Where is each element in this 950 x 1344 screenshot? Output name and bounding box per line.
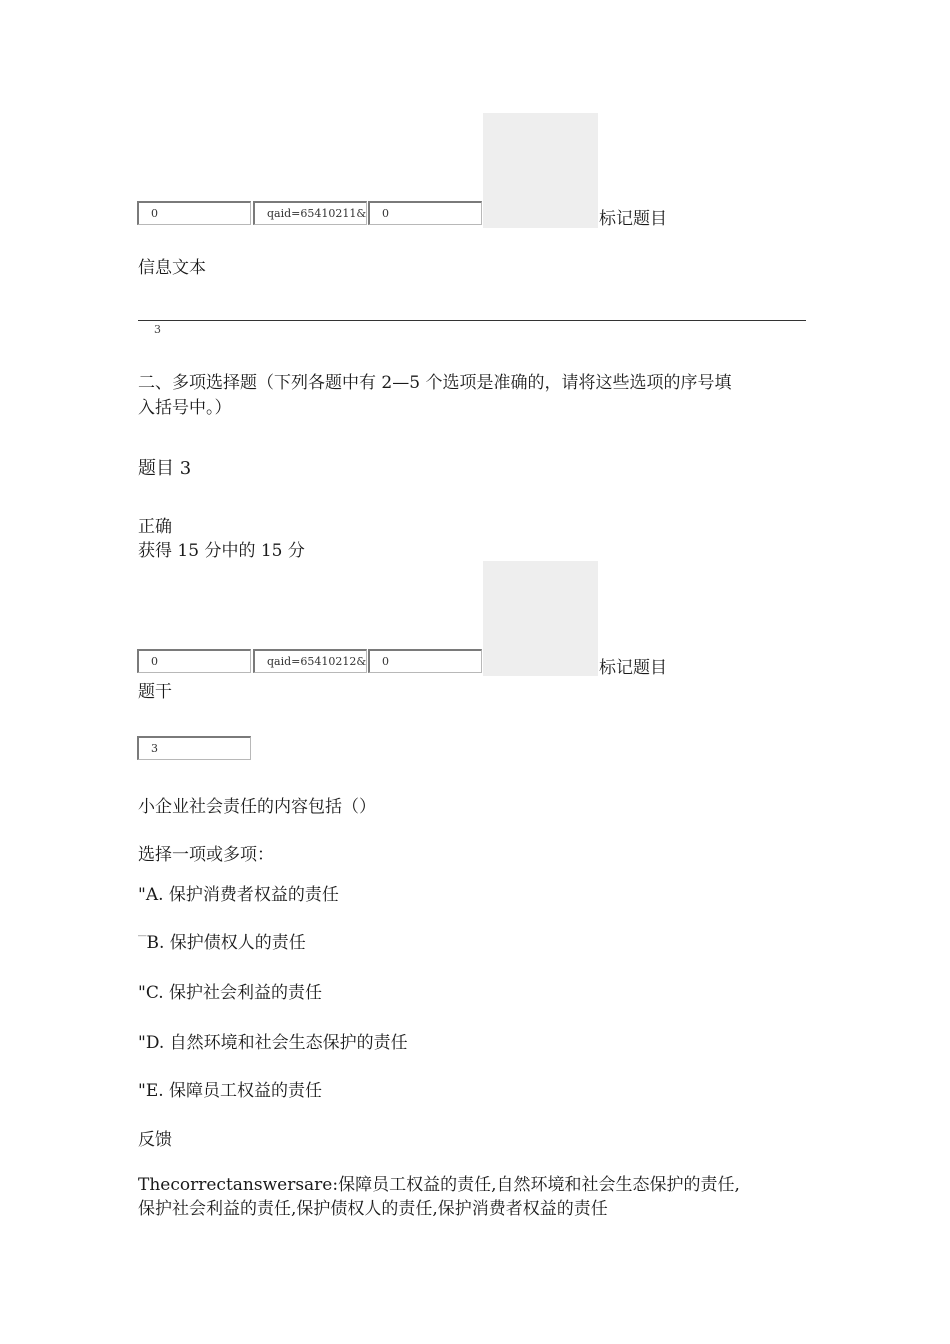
qaid-field[interactable]: qaid=65410212& [253, 649, 367, 673]
stem-label: 题干 [138, 682, 172, 702]
option-label: A. 保护消费者权益的责任 [145, 885, 339, 905]
section-heading-line1: 二、多项选择题（下列各题中有 2—5 个选项是准确的，请将这些选项的序号填 [138, 373, 732, 393]
option-label: C. 保护社会利益的责任 [145, 983, 323, 1003]
info-text-label: 信息文本 [138, 258, 206, 278]
question-title: 题目 3 [138, 458, 192, 479]
hidden-field-2[interactable]: 0 [368, 649, 482, 673]
flag-question-label[interactable]: 标记题目 [599, 658, 667, 678]
hidden-field-1[interactable]: 0 [137, 649, 251, 673]
checkbox-marker[interactable]: " [138, 1033, 146, 1053]
option-e[interactable] [138, 1079, 322, 1103]
divider [138, 320, 806, 321]
feedback-text-line1: Thecorrectanswersare:保障员工权益的责任,自然环境和社会生态保护的责任, [138, 1175, 740, 1195]
checkbox-marker[interactable]: " [138, 885, 146, 905]
question-number-field[interactable]: 3 [137, 736, 251, 760]
feedback-label: 反馈 [138, 1130, 172, 1150]
checkbox-marker[interactable]: " [138, 1081, 146, 1101]
question-score: 获得 15 分中的 15 分 [138, 541, 305, 561]
option-label: D. 自然环境和社会生态保护的责任 [145, 1033, 408, 1053]
option-a[interactable] [138, 883, 339, 907]
section-heading-line2: 入括号中。） [138, 398, 232, 418]
option-label: B. 保护债权人的责任 [146, 933, 306, 953]
option-d[interactable] [138, 1031, 408, 1055]
option-b[interactable] [138, 931, 306, 955]
select-prompt: 选择一项或多项： [138, 845, 274, 865]
option-label: E. 保障员工权益的责任 [145, 1081, 323, 1101]
checkbox-marker[interactable]: " [138, 983, 146, 1003]
checkbox-marker[interactable]: ‾ [138, 933, 147, 953]
small-number: 3 [154, 323, 161, 336]
option-c[interactable] [138, 981, 322, 1005]
hidden-field-2[interactable]: 0 [368, 201, 482, 225]
hidden-field-1[interactable]: 0 [137, 201, 251, 225]
question-status: 正确 [138, 517, 172, 537]
question-text: 小企业社会责任的内容包括（） [138, 797, 376, 817]
qaid-field[interactable]: qaid=65410211& [253, 201, 367, 225]
flag-image[interactable] [483, 113, 598, 228]
flag-image[interactable] [483, 561, 598, 676]
flag-question-label[interactable]: 标记题目 [599, 209, 667, 229]
feedback-text-line2: 保护社会利益的责任,保护债权人的责任,保护消费者权益的责任 [138, 1199, 608, 1219]
